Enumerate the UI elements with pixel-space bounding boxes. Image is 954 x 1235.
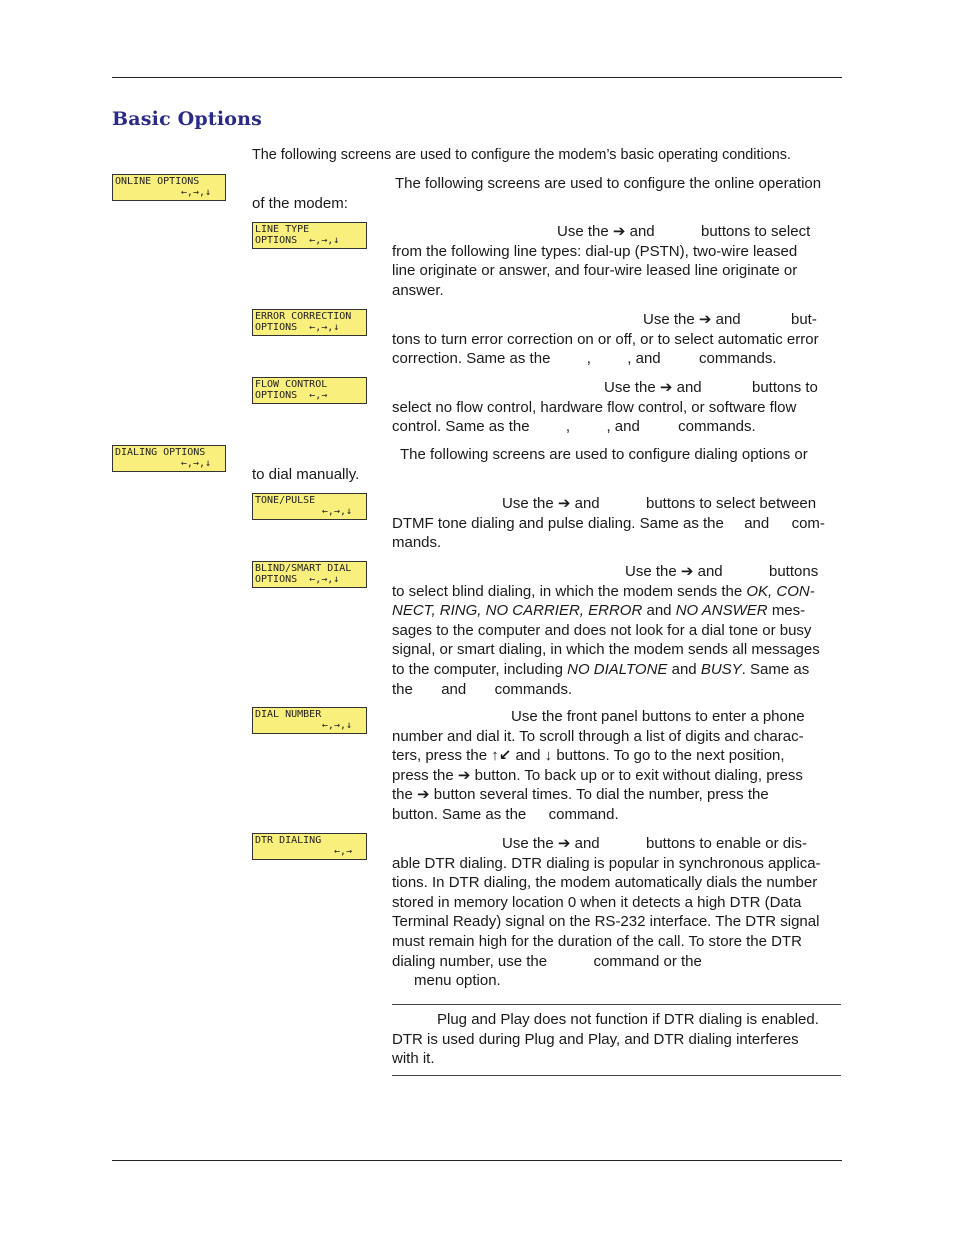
right-arrow-icon: ➔ (557, 495, 571, 512)
right-arrow-icon: ➔ (457, 766, 471, 784)
note-top-rule (392, 1004, 841, 1005)
dialing-options-text: The following screens are used to configure dialing options or to dial manually. (252, 446, 808, 483)
down-arrow-icon: ↓ (544, 747, 553, 765)
right-arrow-icon: ➔ (417, 786, 430, 804)
lcd-error-correction-options: ERROR CORRECTION OPTIONS ←,→,↓ (252, 309, 367, 336)
blind-smart-dial-text: Use the ➔ and buttons to select blind dialing, in which the modem sends the OK, CON- NECT, RING, NO CARRIER, ERROR and NO ANSWER mes- sages to the computer and does not look for a dial tone or busy signal, or smart dialing, in which the modem sends all messages to the computer, including NO DIALTONE and BUSY. Same as the and commands. (392, 563, 820, 698)
right-arrow-icon: ➔ (557, 835, 571, 852)
note-bottom-rule (392, 1075, 841, 1076)
online-options-text: The following screens are used to configure the online operation of the modem: (252, 175, 822, 212)
right-arrow-icon: ➔ (659, 379, 673, 396)
right-arrow-icon: ➔ (698, 311, 712, 328)
left-arrow-icon: ↙ (498, 747, 512, 765)
lcd-dial-number: DIAL NUMBER ←,→,↓ (252, 707, 367, 734)
section-title: Basic Options (112, 108, 263, 130)
up-arrow-icon: ↑ (491, 747, 499, 765)
lcd-dtr-dialing: DTR DIALING ←,→ (252, 833, 367, 860)
intro-text: The following screens are used to configure the modem’s basic operating conditions. (252, 147, 791, 163)
right-arrow-icon: ➔ (680, 563, 694, 580)
lcd-online-options: ONLINE OPTIONS ←,→,↓ (112, 174, 226, 201)
top-rule (112, 77, 842, 78)
lcd-dialing-options: DIALING OPTIONS ←,→,↓ (112, 445, 226, 472)
note-text: Plug and Play does not function if DTR dialing is enabled. DTR is used during Plug and Play, and DTR dialing interferes with it. (392, 1011, 819, 1068)
error-correction-text: Use the ➔ and but- tons to turn error correction on or off, or to select automatic error correction. Same as the , , and commands. (392, 311, 819, 368)
lcd-flow-control-options: FLOW CONTROL OPTIONS ←,→ (252, 377, 367, 404)
lcd-line-type-options: LINE TYPE OPTIONS ←,→,↓ (252, 222, 367, 249)
flow-control-text: Use the ➔ and buttons to select no flow control, hardware flow control, or software flow control. Same as the , , and commands. (392, 379, 818, 436)
lcd-blind-smart-dial-options: BLIND/SMART DIAL OPTIONS ←,→,↓ (252, 561, 367, 588)
tone-pulse-text: Use the ➔ and buttons to select between DTMF tone dialing and pulse dialing. Same as the and com- mands. (392, 495, 825, 552)
right-arrow-icon: ➔ (612, 223, 626, 240)
bottom-rule (112, 1160, 842, 1161)
dtr-dialing-text: Use the ➔ and buttons to enable or dis- able DTR dialing. DTR dialing is popular in synchronous applica- tions. In DTR dialing, the modem automatically dials the number stored in memory location 0 when it detects a high DTR (Data Terminal Ready) signal on the RS-232 interface. The DTR signal must remain high for the duration of the call. To store the DTR dialing number, use the command or the menu option. (392, 835, 821, 990)
dial-number-text: Use the front panel buttons to enter a phone number and dial it. To scroll through a list of digits and charac- ters, press the ↑↙ and ↓ buttons. To go to the next position, press the ➔ button. To back up or to exit without dialing, press the ➔ button several times. To dial the number, press the button. Same as the command. (392, 708, 805, 823)
lcd-tone-pulse: TONE/PULSE ←,→,↓ (252, 493, 367, 520)
line-type-text: Use the ➔ and buttons to select from the following line types: dial-up (PSTN), two-wire leased line originate or answer, and four-wire leased line originate or answer. (392, 223, 811, 299)
